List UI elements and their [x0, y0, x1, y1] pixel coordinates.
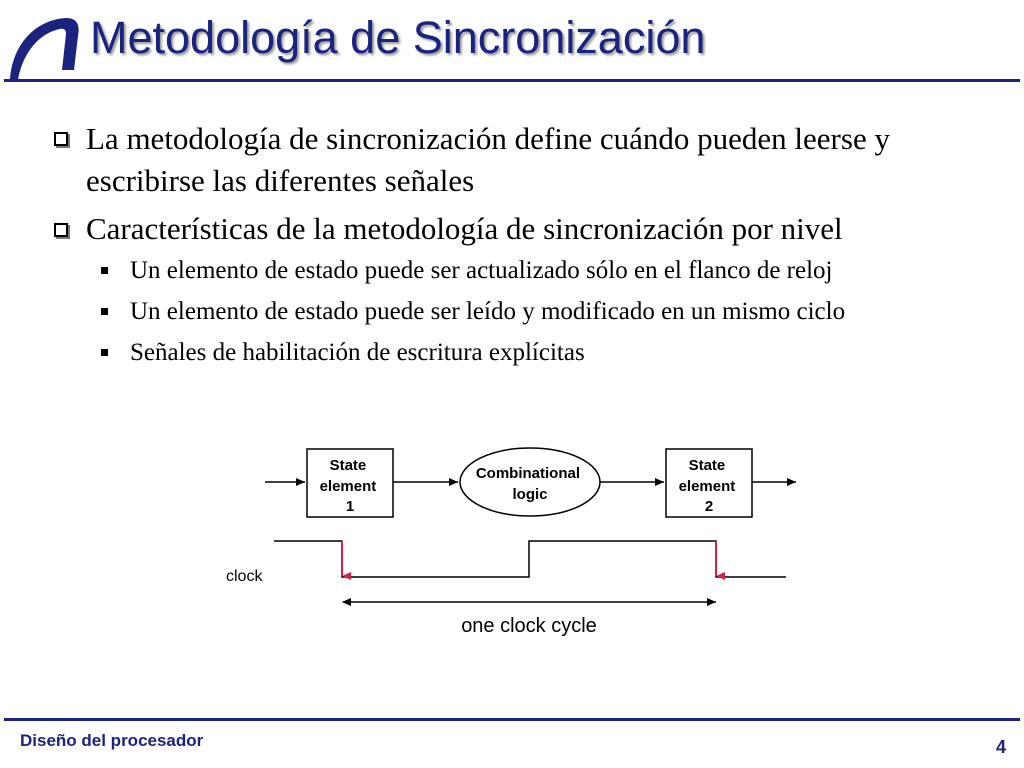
sub-bullet-item: Un elemento de estado puede ser leído y modificado en un mismo ciclo — [130, 298, 846, 325]
sub-bullet-item: Señales de habilitación de escritura explícitas — [130, 339, 585, 366]
state-element-1-label: State — [329, 457, 367, 474]
state-element-2-label: 2 — [704, 498, 714, 515]
combinational-logic-label: logic — [512, 486, 548, 503]
clock-label: clock — [226, 568, 263, 585]
bullet-item: La metodología de sincronización define cuándo pueden leerse y escribirse las diferentes señales — [86, 121, 890, 198]
footer-divider — [4, 718, 1020, 721]
page-title: Metodología de Sincronización — [90, 12, 706, 63]
state-element-2-label: State — [688, 457, 726, 474]
combinational-logic-label: Combinational — [475, 465, 580, 482]
state-element-1-label: element — [319, 478, 377, 495]
sub-bullet-item: Un elemento de estado puede ser actualizado sólo en el flanco de reloj — [130, 257, 833, 284]
state-element-2-label: element — [678, 478, 736, 495]
page-number: 4 — [996, 737, 1007, 757]
bullet-item: Características de la metodología de sincronización por nivel — [86, 211, 843, 246]
footer-course-name: Diseño del procesador — [20, 731, 204, 750]
clock-waveform — [274, 541, 786, 577]
combinational-logic-ellipse — [460, 448, 600, 516]
clock-cycle-label: one clock cycle — [461, 615, 597, 637]
state-element-1-label: 1 — [345, 498, 355, 515]
